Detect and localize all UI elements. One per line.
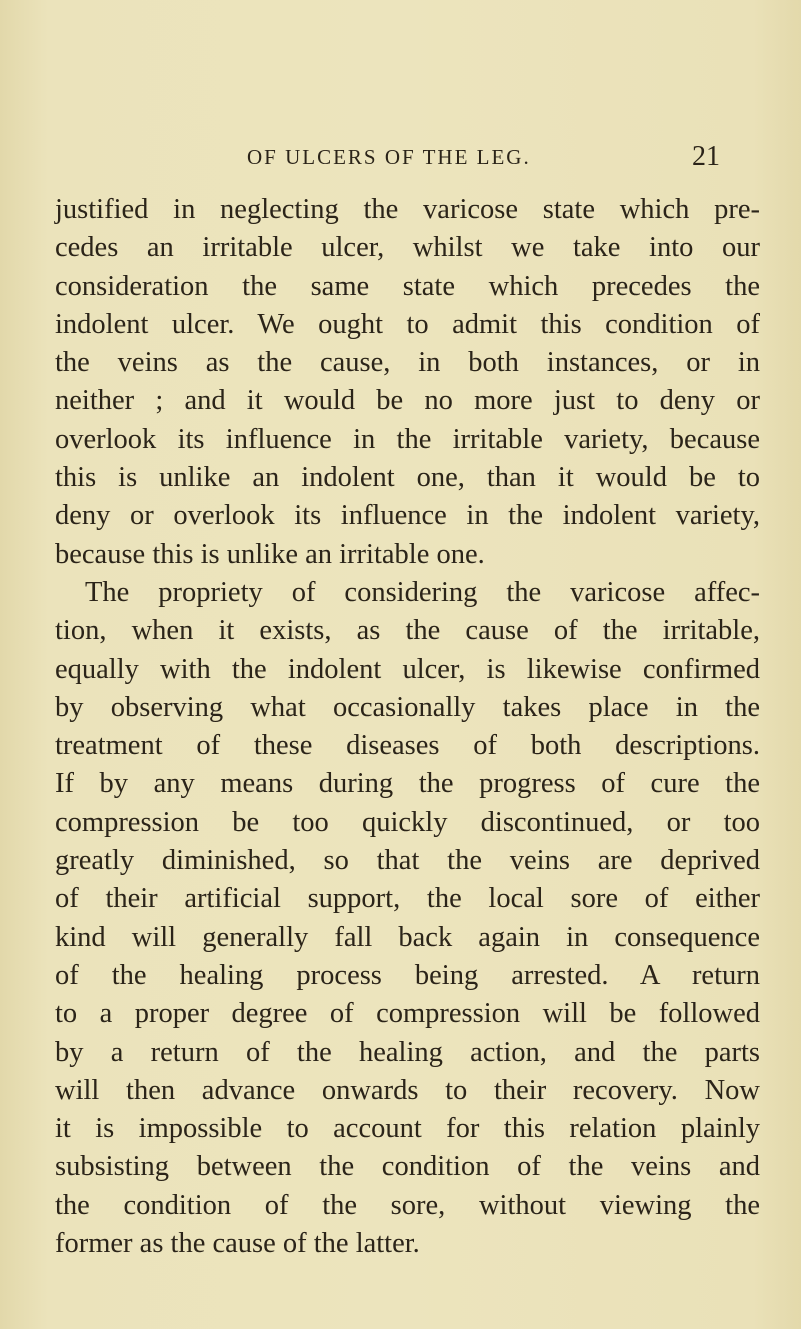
text-line: the condition of the sore, without viewing the xyxy=(55,1189,760,1221)
text-line: cedes an irritable ulcer, whilst we take into our xyxy=(55,232,760,264)
text-line: of the healing process being arrested. A return xyxy=(55,959,760,991)
text-line: compression be too quickly discontinued, or too xyxy=(55,806,760,838)
text-line: it is impossible to account for this relation plainly xyxy=(55,1113,760,1145)
text-line: overlook its influence in the irritable variety, because xyxy=(55,423,760,455)
page-number: 21 xyxy=(692,141,720,172)
running-title: OF ULCERS OF THE LEG. xyxy=(247,145,531,169)
text-line: former as the cause of the latter. xyxy=(55,1228,420,1260)
text-line: by observing what occasionally takes place in the xyxy=(55,691,760,723)
text-line: by a return of the healing action, and the parts xyxy=(55,1036,760,1068)
text-line: the veins as the cause, in both instances, or in xyxy=(55,347,760,379)
body-text xyxy=(55,191,760,1263)
text-line: to a proper degree of compression will be followed xyxy=(55,998,760,1030)
text-line: deny or overlook its influence in the indolent variety, xyxy=(55,500,760,532)
text-line: neither ; and it would be no more just to deny or xyxy=(55,385,760,417)
text-line: greatly diminished, so that the veins are deprived xyxy=(55,845,760,877)
text-line: kind will generally fall back again in consequence xyxy=(55,921,760,953)
text-line: this is unlike an indolent one, than it would be to xyxy=(55,462,760,494)
text-line: will then advance onwards to their recovery. Now xyxy=(55,1074,760,1106)
text-line: treatment of these diseases of both descriptions. xyxy=(55,730,760,762)
text-line: subsisting between the condition of the veins and xyxy=(55,1151,760,1183)
text-line: because this is unlike an irritable one. xyxy=(55,538,485,570)
text-line: equally with the indolent ulcer, is likewise confirmed xyxy=(55,653,760,685)
text-line: The propriety of considering the varicose affec- xyxy=(85,576,760,608)
running-head xyxy=(0,141,801,181)
text-line: indolent ulcer. We ought to admit this condition of xyxy=(55,308,760,340)
text-line: of their artificial support, the local sore of either xyxy=(55,883,760,915)
text-line: If by any means during the progress of cure the xyxy=(55,768,760,800)
text-line: consideration the same state which precedes the xyxy=(55,270,760,302)
text-line: justified in neglecting the varicose state which pre- xyxy=(55,194,760,225)
text-line: tion, when it exists, as the cause of the irritable, xyxy=(55,615,760,647)
